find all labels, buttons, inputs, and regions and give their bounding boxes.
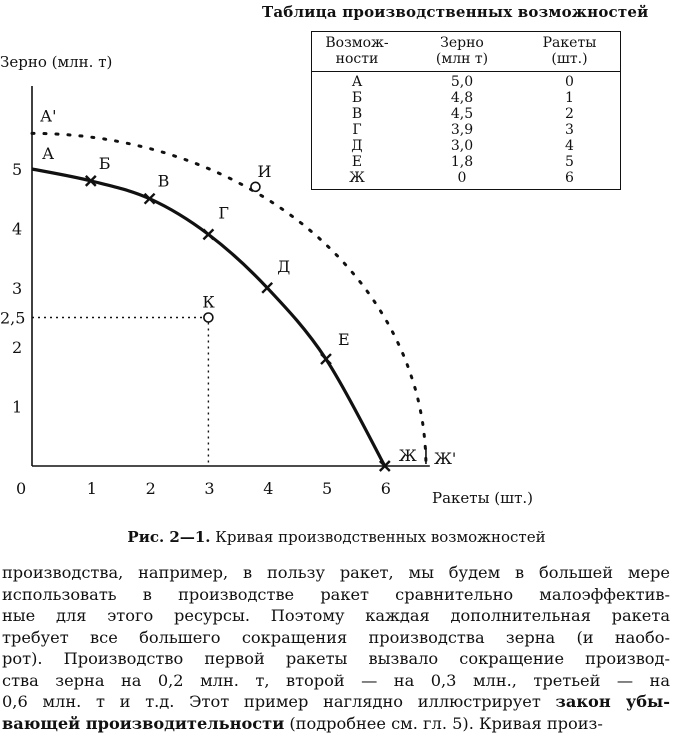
table-cell: 5 — [565, 154, 574, 170]
table-cell: 0 — [565, 74, 574, 90]
y-tick-label: 2 — [12, 338, 23, 358]
paragraph-line — [2, 648, 670, 670]
paragraph-line — [2, 627, 670, 649]
paragraph-run: производства, например, в пользу ракет, мы будем в большей мере — [2, 563, 670, 582]
table-cell: 0 — [457, 170, 467, 186]
y-tick-label: 3 — [12, 278, 23, 298]
table-cell: 2 — [565, 106, 574, 122]
possibilities-table — [311, 31, 621, 190]
x-tick-label: 5 — [322, 479, 333, 498]
x-axis-title: Ракеты (шт.) — [432, 489, 534, 507]
table-row — [312, 106, 620, 122]
y-axis-title: Зерно (млн. т) — [0, 53, 113, 71]
paragraph-line — [2, 605, 670, 627]
shifted-start-label: А' — [40, 106, 57, 126]
point-label: К — [202, 292, 215, 312]
table-cell: Д — [351, 138, 363, 154]
body-paragraph — [2, 562, 670, 734]
paragraph-bold-run: вающей производительности — [2, 713, 285, 733]
shifted-end-label: Ж' — [433, 449, 457, 468]
table-cell: 3,9 — [450, 122, 474, 138]
table-cell: 1 — [565, 90, 574, 106]
point-label: В — [157, 171, 170, 191]
table-cell: Г — [352, 122, 362, 138]
paragraph-run: ства зерна на 0,2 млн. т, второй — на 0,3 млн., третьей — на — [2, 670, 670, 690]
table-body — [312, 72, 620, 189]
header-line: ности — [335, 51, 379, 67]
paragraph-run: использовать в производстве ракет сравнительно малоэффектив- — [2, 584, 670, 604]
table-cell: 4,8 — [450, 90, 474, 106]
header-line: (шт.) — [551, 51, 588, 67]
table-cell: Ж — [349, 170, 365, 186]
table-row — [312, 154, 620, 170]
table-row — [312, 90, 620, 106]
x-tick-label: 4 — [263, 479, 274, 498]
paragraph-run: ные для этого ресурсы. Поэтому каждая дополнительная ракета — [2, 606, 670, 625]
point-circle — [251, 182, 260, 191]
table-cell: Б — [351, 90, 363, 106]
point-circle — [204, 313, 213, 322]
header-line: Возмож- — [325, 35, 389, 51]
y-tick-label: 2,5 — [0, 308, 26, 328]
point-label: Е — [338, 330, 350, 350]
figure-caption — [0, 528, 673, 546]
point-label: И — [257, 161, 272, 181]
x-tick-label: 1 — [86, 479, 97, 498]
chart-marks — [86, 176, 426, 471]
header-line: Ракеты — [542, 35, 597, 51]
table-cell: 6 — [565, 170, 574, 186]
point-label: Д — [277, 256, 291, 276]
table-cell: Е — [351, 154, 363, 170]
paragraph-line — [2, 691, 670, 713]
table-cell: 5,0 — [450, 74, 474, 90]
point-label: Г — [218, 203, 229, 223]
paragraph-line — [2, 584, 670, 606]
header-line: (млн т) — [435, 51, 489, 67]
table-cell: 3 — [565, 122, 574, 138]
paragraph-line — [2, 713, 670, 735]
paragraph-run: требует все большего сокращения производства зерна (и наобо- — [2, 627, 670, 647]
paragraph-run: рот). Производство первой ракеты вызвало сокращение производ- — [2, 649, 670, 668]
paragraph-bold-run: закон убы- — [555, 692, 670, 711]
table-row — [312, 170, 620, 186]
header-cell — [312, 35, 402, 67]
table-cell: 4 — [565, 138, 574, 154]
paragraph-run: 0,6 млн. т и т.д. Этот пример наглядно иллюстрирует — [2, 692, 556, 711]
table-cell: В — [351, 106, 363, 122]
paragraph-line — [2, 670, 670, 692]
table-title: Таблица производственных возможностей — [262, 3, 649, 21]
table-cell: А — [351, 74, 363, 90]
caption-number: Рис. 2—1. — [127, 528, 211, 546]
table-cell: 1,8 — [450, 154, 474, 170]
y-tick-label: 4 — [12, 219, 23, 239]
point-label: Ж — [398, 446, 417, 465]
header-cell — [522, 35, 617, 67]
table-cell: 4,5 — [450, 106, 474, 122]
table-cell: 3,0 — [450, 138, 474, 154]
x-tick-label: 0 — [16, 479, 27, 498]
table-row — [312, 74, 620, 90]
table-row — [312, 122, 620, 138]
point-label: Б — [98, 153, 111, 173]
header-cell — [402, 35, 522, 67]
header-line: Зерно — [440, 35, 484, 51]
x-tick-label: 2 — [145, 479, 156, 498]
y-tick-label: 5 — [12, 160, 23, 179]
chart-guides — [32, 318, 208, 467]
x-tick-label: 6 — [380, 479, 391, 498]
table-row — [312, 138, 620, 154]
x-tick-label: 3 — [204, 479, 215, 498]
paragraph-run: (подробнее см. гл. 5). Кривая произ- — [284, 713, 603, 733]
point-label: А — [42, 144, 55, 163]
caption-text: Кривая производственных возможностей — [210, 528, 546, 546]
paragraph-line — [2, 562, 670, 584]
table-header — [312, 32, 620, 72]
y-tick-label: 1 — [12, 397, 23, 417]
